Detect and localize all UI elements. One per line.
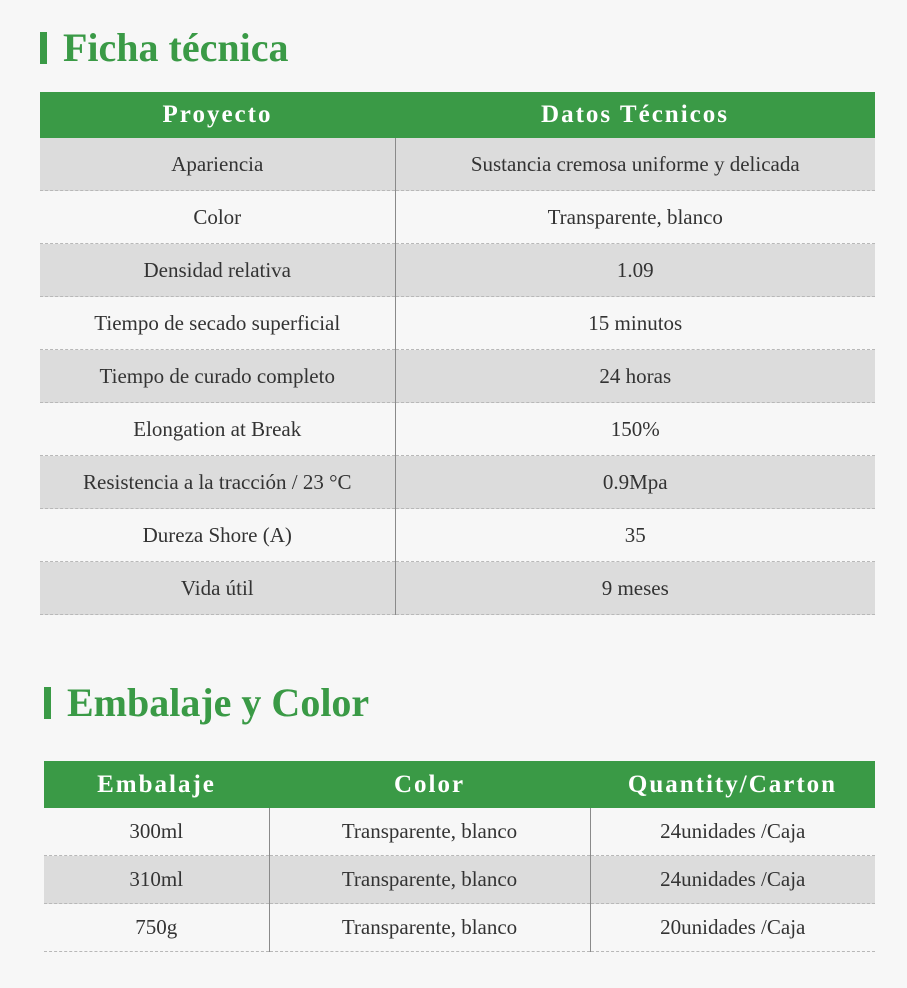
- row-label: Tiempo de curado completo: [40, 350, 395, 403]
- row-label: Apariencia: [40, 138, 395, 191]
- row-value: 0.9Mpa: [395, 456, 875, 509]
- tech-spec-table: [40, 92, 875, 615]
- row-packaging: 750g: [44, 904, 269, 952]
- row-quantity: 24unidades /Caja: [590, 808, 875, 856]
- row-label: Vida útil: [40, 562, 395, 615]
- row-label: Resistencia a la tracción / 23 °C: [40, 456, 395, 509]
- title-accent-bar: [40, 32, 47, 64]
- title-accent-bar: [44, 687, 51, 719]
- table-row: [44, 808, 875, 856]
- row-value: 9 meses: [395, 562, 875, 615]
- row-packaging: 310ml: [44, 856, 269, 904]
- table-header-row: [40, 92, 875, 138]
- row-packaging: 300ml: [44, 808, 269, 856]
- row-quantity: 20unidades /Caja: [590, 904, 875, 952]
- pack-section-title: [44, 680, 370, 725]
- header-datos-tecnicos: Datos Técnicos: [395, 92, 875, 138]
- table-row: [40, 297, 875, 350]
- row-value: 1.09: [395, 244, 875, 297]
- row-label: Dureza Shore (A): [40, 509, 395, 562]
- header-proyecto: Proyecto: [40, 92, 395, 138]
- table-row: [40, 138, 875, 191]
- table-row: [40, 403, 875, 456]
- header-color: Color: [269, 761, 590, 808]
- row-value: 24 horas: [395, 350, 875, 403]
- header-embalaje: Embalaje: [44, 761, 269, 808]
- row-value: Sustancia cremosa uniforme y delicada: [395, 138, 875, 191]
- table-header-row: [44, 761, 875, 808]
- tech-section-title: [40, 25, 289, 70]
- row-color: Transparente, blanco: [269, 856, 590, 904]
- table-row: [44, 856, 875, 904]
- packaging-table: [44, 761, 875, 952]
- row-label: Densidad relativa: [40, 244, 395, 297]
- header-quantity-carton: Quantity/Carton: [590, 761, 875, 808]
- row-label: Tiempo de secado superficial: [40, 297, 395, 350]
- row-color: Transparente, blanco: [269, 808, 590, 856]
- row-quantity: 24unidades /Caja: [590, 856, 875, 904]
- table-row: [40, 350, 875, 403]
- row-value: Transparente, blanco: [395, 191, 875, 244]
- row-value: 150%: [395, 403, 875, 456]
- table-row: [40, 191, 875, 244]
- row-label: Elongation at Break: [40, 403, 395, 456]
- pack-section-title-text: Embalaje y Color: [67, 680, 370, 725]
- tech-section-title-text: Ficha técnica: [63, 25, 289, 70]
- row-color: Transparente, blanco: [269, 904, 590, 952]
- table-row: [40, 244, 875, 297]
- table-row: [40, 509, 875, 562]
- row-value: 35: [395, 509, 875, 562]
- table-row: [40, 456, 875, 509]
- row-label: Color: [40, 191, 395, 244]
- table-row: [44, 904, 875, 952]
- row-value: 15 minutos: [395, 297, 875, 350]
- table-row: [40, 562, 875, 615]
